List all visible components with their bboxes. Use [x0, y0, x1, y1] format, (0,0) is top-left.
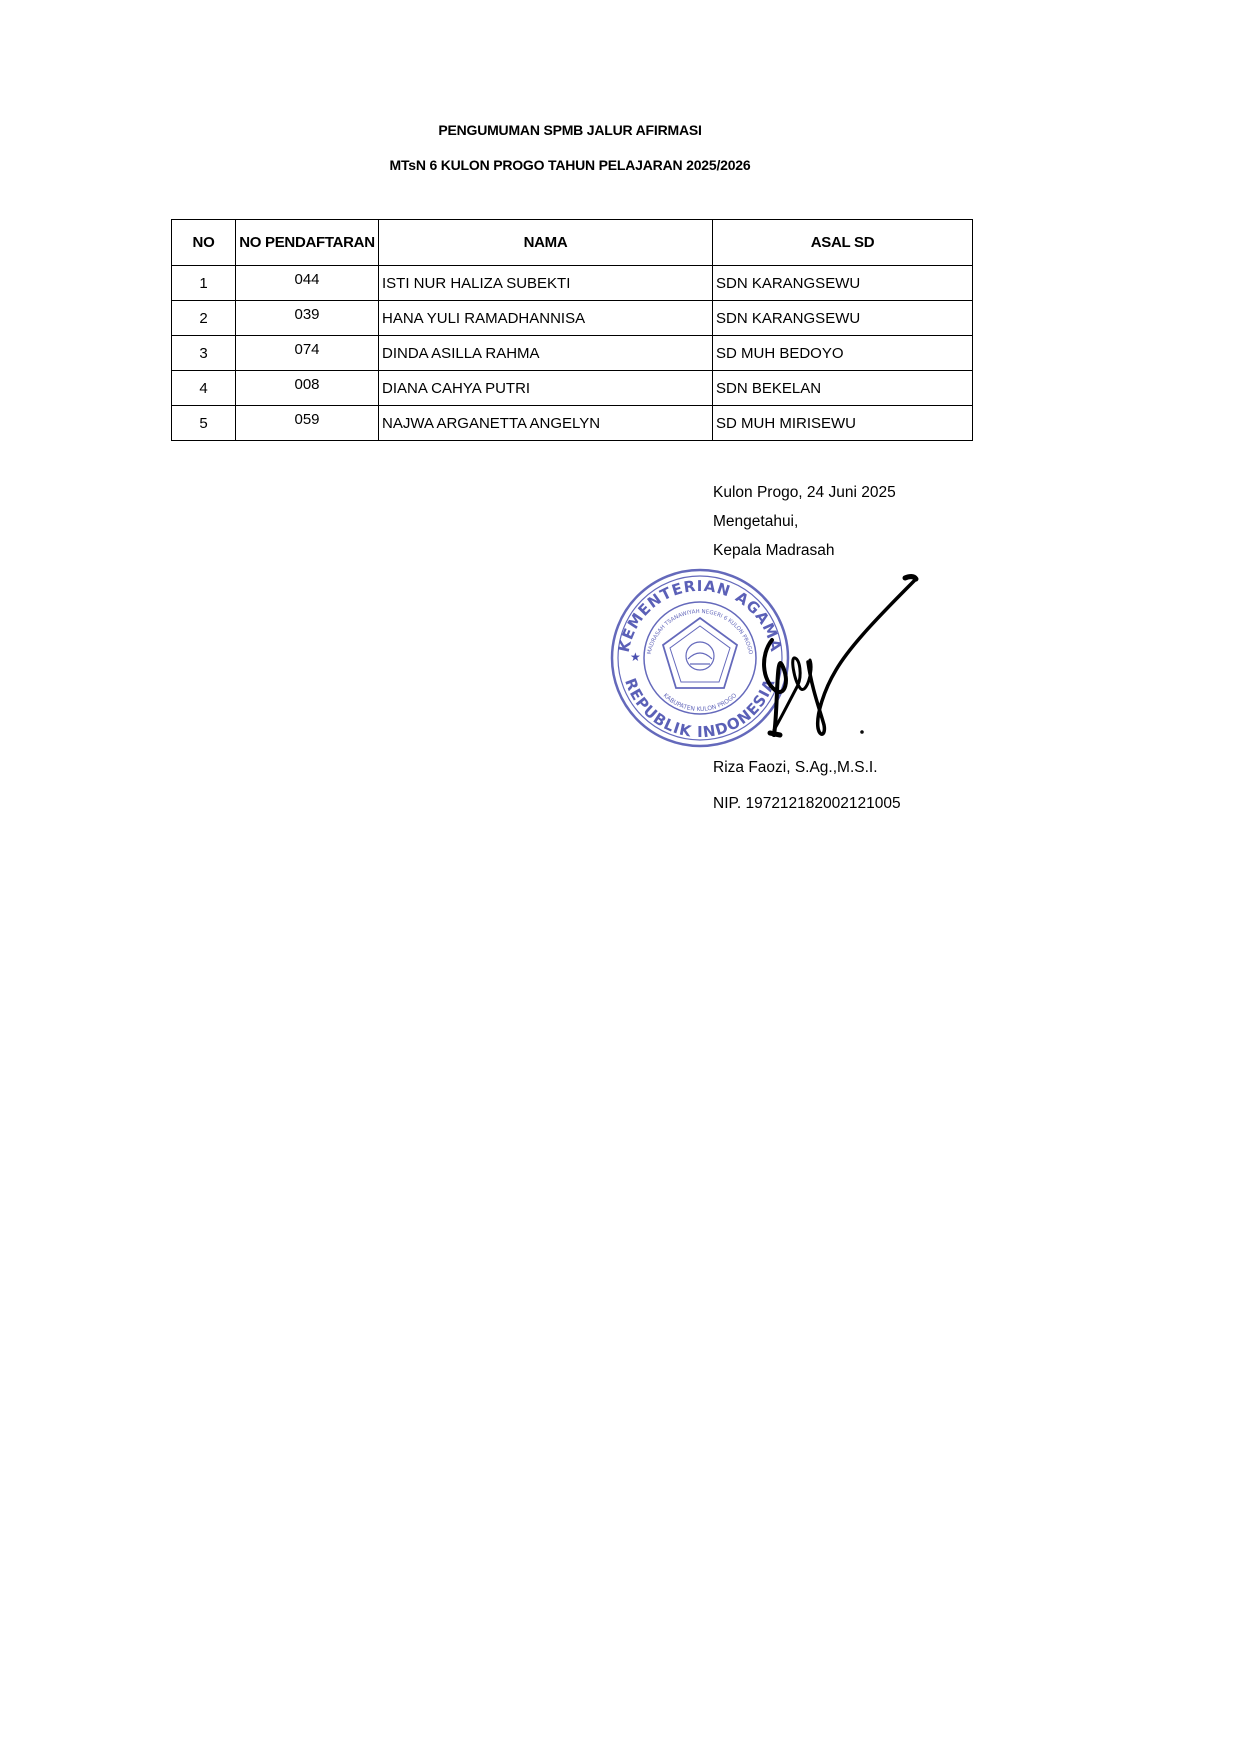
table-row — [172, 301, 973, 336]
table-header-row — [172, 220, 973, 266]
stamp-inner-bottom-text: KABUPATEN KULON PROGO — [661, 692, 739, 714]
cell-no: 1 — [172, 266, 236, 301]
header-no: NO — [172, 220, 236, 266]
cell-registration-no: 074 — [236, 336, 379, 371]
cell-school-origin: SDN KARANGSEWU — [713, 301, 973, 336]
cell-no: 3 — [172, 336, 236, 371]
table-row — [172, 371, 973, 406]
cell-registration-no: 039 — [236, 301, 379, 336]
cell-name: DIANA CAHYA PUTRI — [379, 371, 713, 406]
signer-name: Riza Faozi, S.Ag.,M.S.I. — [713, 759, 878, 776]
signature-mark — [750, 570, 920, 745]
stamp-outer-bottom-text: REPUBLIK INDONESIA — [621, 675, 779, 742]
cell-name: NAJWA ARGANETTA ANGELYN — [379, 406, 713, 441]
cell-no: 5 — [172, 406, 236, 441]
cell-no: 2 — [172, 301, 236, 336]
stamp-star-icon: ★ — [630, 650, 641, 664]
table-row — [172, 406, 973, 441]
cell-name: ISTI NUR HALIZA SUBEKTI — [379, 266, 713, 301]
cell-registration-no: 008 — [236, 371, 379, 406]
cell-name: DINDA ASILLA RAHMA — [379, 336, 713, 371]
signature-position: Kepala Madrasah — [713, 542, 835, 559]
results-table — [171, 219, 973, 441]
cell-school-origin: SD MUH MIRISEWU — [713, 406, 973, 441]
stamp-inner-top-text: MADRASAH TSANAWIYAH NEGERI 6 KULON PROGO — [646, 608, 754, 656]
signer-nip: NIP. 197212182002121005 — [713, 795, 901, 812]
svg-text:KABUPATEN KULON PROGO — [662, 692, 739, 713]
cell-no: 4 — [172, 371, 236, 406]
header-school-origin: ASAL SD — [713, 220, 973, 266]
signature-place-date: Kulon Progo, 24 Juni 2025 — [713, 484, 896, 501]
cell-name: HANA YULI RAMADHANNISA — [379, 301, 713, 336]
cell-school-origin: SD MUH BEDOYO — [713, 336, 973, 371]
document-title: PENGUMUMAN SPMB JALUR AFIRMASI — [438, 122, 702, 138]
stamp-outer-top-text: KEMENTERIAN AGAMA — [614, 576, 786, 654]
cell-school-origin: SDN KARANGSEWU — [713, 266, 973, 301]
table-row — [172, 266, 973, 301]
header-name: NAMA — [379, 220, 713, 266]
cell-registration-no: 059 — [236, 406, 379, 441]
cell-registration-no: 044 — [236, 266, 379, 301]
table-row — [172, 336, 973, 371]
document-subtitle: MTsN 6 KULON PROGO TAHUN PELAJARAN 2025/2026 — [389, 157, 751, 173]
cell-school-origin: SDN BEKELAN — [713, 371, 973, 406]
header-registration-no: NO PENDAFTARAN — [236, 220, 379, 266]
signature-acknowledged: Mengetahui, — [713, 513, 799, 530]
